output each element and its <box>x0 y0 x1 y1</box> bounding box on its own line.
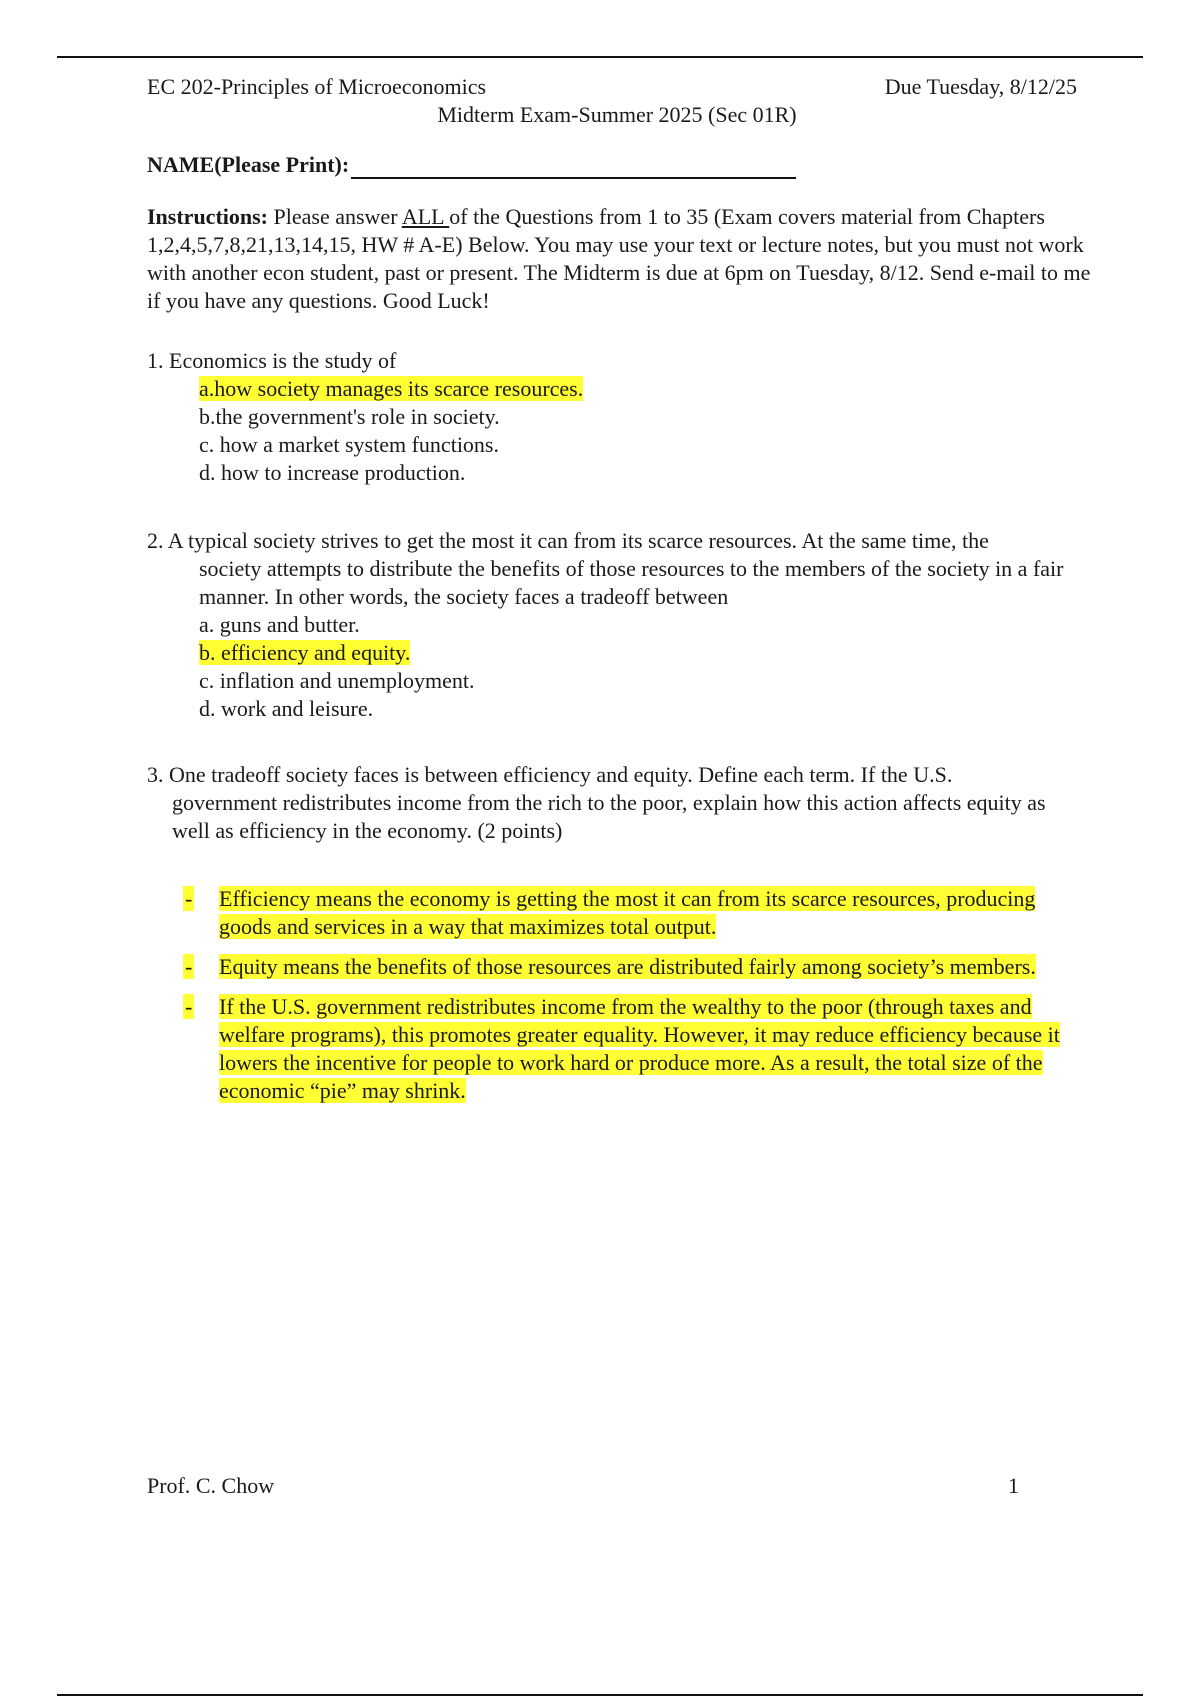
answer-text: Efficiency means the economy is getting the most it can from its scarce resources, producing goods and services in a way that maximizes total output. <box>219 886 1036 939</box>
course-title: EC 202-Principles of Microeconomics <box>147 74 487 99</box>
option-text: c. inflation and unemployment. <box>199 668 475 693</box>
option-text: b.the government's role in society. <box>199 404 500 429</box>
question-3-stem-first: 3. One tradeoff society faces is between efficiency and equity. Define each term. If the U.S. <box>147 762 953 787</box>
page-number: 1 <box>1008 1473 1019 1498</box>
top-rule <box>57 56 1143 58</box>
option-text: b. efficiency and equity. <box>199 640 411 665</box>
bullet-dash: - <box>185 954 193 979</box>
exam-page <box>147 73 1091 1117</box>
question-2-option-d <box>199 695 1087 723</box>
answer-item <box>183 993 1087 1105</box>
option-text: a.how society manages its scarce resources. <box>199 376 584 401</box>
question-1-option-c <box>199 431 1087 459</box>
bullet-dash: - <box>185 886 193 911</box>
option-text: d. work and leisure. <box>199 696 374 721</box>
answer-text: If the U.S. government redistributes income from the wealthy to the poor (through taxes and welfare programs), this promotes greater equality. However, it may reduce efficiency because it lowers the incentive for people to work hard or produce more. As a result, the total size of the economic “pie” may shrink. <box>219 994 1060 1103</box>
answer-item <box>183 953 1087 981</box>
question-2-option-a <box>199 611 1087 639</box>
name-field <box>147 151 1087 179</box>
instructions <box>147 203 1092 315</box>
question-1-option-b <box>199 403 1087 431</box>
question-2-stem-first: 2. A typical society strives to get the most it can from its scarce resources. At the same time, the <box>147 528 989 553</box>
instructions-label: Instructions: <box>147 204 269 229</box>
answer-item <box>183 885 1087 941</box>
question-2-option-b <box>199 639 1087 667</box>
due-date: Due Tuesday, 8/12/25 <box>884 74 1077 99</box>
bottom-rule <box>57 1694 1143 1696</box>
question-1-option-d <box>199 459 1087 487</box>
question-1-stem: 1. Economics is the study of <box>147 348 397 373</box>
option-text: c. how a market system functions. <box>199 432 499 457</box>
question-3-stem <box>147 761 1087 845</box>
instructions-all: ALL <box>401 204 450 229</box>
name-label: NAME(Please Print): <box>147 152 350 177</box>
name-blank-line <box>351 155 796 179</box>
question-2-stem <box>147 527 1087 611</box>
question-3-answers <box>147 885 1087 1105</box>
page-footer <box>147 1473 1019 1499</box>
question-2 <box>147 527 1087 723</box>
footer-author: Prof. C. Chow <box>147 1473 275 1498</box>
header-row <box>147 73 1087 101</box>
question-3 <box>147 761 1087 1105</box>
bullet-dash: - <box>185 994 193 1019</box>
exam-title: Midterm Exam-Summer 2025 (Sec 01R) <box>437 102 797 127</box>
question-2-options <box>147 611 1087 723</box>
question-3-stem-rest: government redistributes income from the rich to the poor, explain how this action affects equity as well as efficiency in the economy. (2 points) <box>172 790 1046 843</box>
question-1-option-a <box>199 375 1087 403</box>
question-1-options <box>147 375 1087 487</box>
question-1 <box>147 347 1087 487</box>
option-text: a. guns and butter. <box>199 612 360 637</box>
question-2-stem-rest: society attempts to distribute the benefits of those resources to the members of the society in a fair manner. In other words, the society faces a tradeoff between <box>199 556 1064 609</box>
question-2-option-c <box>199 667 1087 695</box>
option-text: d. how to increase production. <box>199 460 466 485</box>
answer-text: Equity means the benefits of those resources are distributed fairly among society’s members. <box>219 954 1036 979</box>
instructions-text: of the Questions from 1 to 35 (Exam covers material from Chapters 1,2,4,5,7,8,21,13,14,15, HW # A-E) Below. You may use your text or lecture notes, but you must not work with another econ student, past or present. The Midterm is due at 6pm on Tuesday, 8/12. Send e-mail to me if you have any questions. Good Luck! <box>147 204 1091 313</box>
instructions-pre: Please answer <box>268 204 402 229</box>
